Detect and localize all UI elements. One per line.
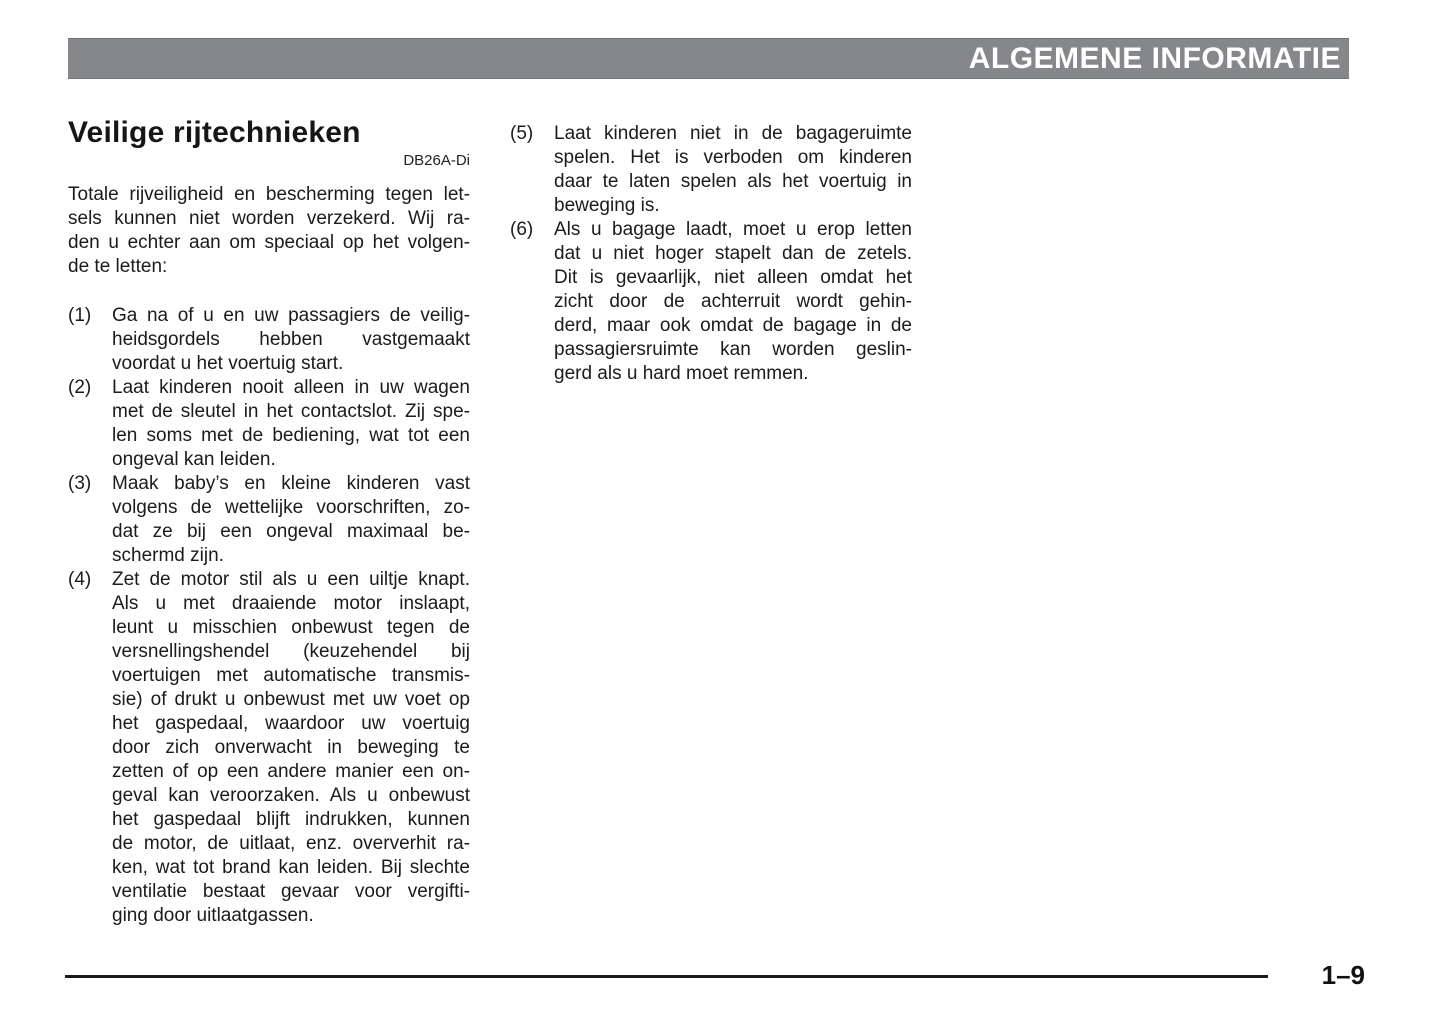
text-line: dat u niet hoger stapelt dan de zetels. [554,243,912,264]
text-line: versnellingshendel (keuzehendel bij [112,641,470,662]
intro-paragraph [68,183,470,279]
section-title: ALGEMENE INFORMATIE [968,42,1341,75]
list-item-number: (2) [68,377,92,398]
text-line: volgens de wettelijke voorschriften, zo- [112,497,470,518]
text-line: het gaspedaal, waardoor uw voertuig [112,713,470,734]
text-line: zetten of op een andere manier een on- [112,761,470,782]
text-line: leunt u misschien onbewust tegen de [112,617,470,638]
list-item-text [112,472,470,568]
text-line: met de sleutel in het contactslot. Zij spe- [112,401,470,422]
list-item-1 [68,304,470,376]
list-item-4 [68,568,470,928]
text-line: sels kunnen niet worden verzekerd. Wij ra- [68,208,470,229]
text-line: beweging is. [554,195,660,216]
text-line: het gaspedaal blijft indrukken, kunnen [112,809,470,830]
text-line: Ga na of u en uw passagiers de veilig- [112,305,470,326]
list-item-2 [68,376,470,472]
list-item-6 [510,218,912,386]
text-line: door zich onverwacht in beweging te [112,737,470,758]
text-line: len soms met de bediening, wat tot een [112,425,470,446]
text-line: daar te laten spelen als het voertuig in [554,171,912,192]
text-line: derd, maar ook omdat de bagage in de [554,315,912,336]
text-line: sie) of drukt u onbewust met uw voet op [112,689,470,710]
text-line: Laat kinderen nooit alleen in uw wagen [112,377,470,398]
list-item-3 [68,472,470,568]
text-line: Zet de motor stil als u een uiltje knapt. [112,569,470,590]
text-line: Dit is gevaarlijk, niet alleen omdat het [554,267,912,288]
text-line: Als u met draaiende motor inslaapt, [112,593,470,614]
text-line: zicht door de achterruit wordt gehin- [554,291,912,312]
footer-rule [65,975,1268,978]
list-item-number: (1) [68,305,92,326]
text-line: Als u bagage laadt, moet u erop letten [554,219,912,240]
left-column [68,116,470,928]
text-line: voordat u het voertuig start. [112,353,344,374]
text-line: den u echter aan om speciaal op het volgen- [68,232,470,253]
list-item-number: (3) [68,473,92,494]
document-code: DB26A-Di [403,152,470,169]
page-number: 1–9 [1321,960,1365,990]
text-line: ventilatie bestaat gevaar voor vergifti- [112,881,470,902]
list-item-number: (4) [68,569,92,590]
list-item-text [112,304,470,376]
text-line: schermd zijn. [112,545,224,566]
page-title: Veilige rijtechnieken [68,116,361,149]
text-line: Laat kinderen niet in de bagageruimte [554,123,912,144]
list-item-text [112,376,470,472]
list-item-text [112,568,470,928]
text-line: ging door uitlaatgassen. [112,905,314,926]
list-item-number: (5) [510,123,534,144]
list-item-number: (6) [510,219,534,240]
text-line: passagiersruimte kan worden geslin- [554,339,912,360]
text-line: ongeval kan leiden. [112,449,276,470]
text-line: dat ze bij een ongeval maximaal be- [112,521,470,542]
text-line: voertuigen met automatische transmis- [112,665,470,686]
text-line: de motor, de uitlaat, enz. oververhit ra- [112,833,470,854]
list-item-text [554,122,912,218]
text-line: ken, wat tot brand kan leiden. Bij slechte [112,857,470,878]
text-line: spelen. Het is verboden om kinderen [554,147,912,168]
text-line: de te letten: [68,256,168,277]
text-line: heidsgordels hebben vastgemaakt [112,329,470,350]
list-item-5 [510,122,912,218]
list-item-text [554,218,912,386]
section-header-bar [68,38,1349,79]
text-line: Maak baby’s en kleine kinderen vast [112,473,470,494]
right-column [510,122,912,386]
text-line: Totale rijveiligheid en bescherming tegen let- [68,184,470,205]
text-line: geval kan veroorzaken. Als u onbewust [112,785,470,806]
text-line: gerd als u hard moet remmen. [554,363,809,384]
